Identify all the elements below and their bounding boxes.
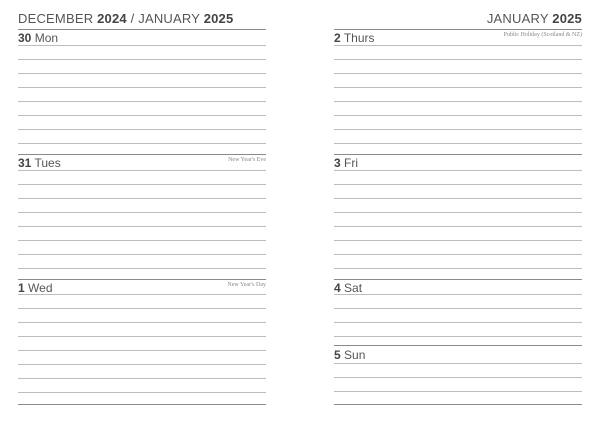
writing-line[interactable]	[334, 184, 582, 185]
writing-line[interactable]	[18, 101, 266, 102]
writing-line[interactable]	[18, 59, 266, 60]
page-bottom-rule	[18, 404, 266, 405]
day-heading-1-wed	[18, 281, 53, 295]
writing-line[interactable]	[18, 322, 266, 323]
writing-line[interactable]	[18, 170, 266, 171]
header-year-2025: 2025	[552, 11, 582, 26]
writing-line[interactable]	[334, 45, 582, 46]
header-month-january: JANUARY	[486, 11, 549, 26]
day-weekday: Wed	[28, 281, 53, 295]
writing-line[interactable]	[18, 198, 266, 199]
writing-line[interactable]	[18, 45, 266, 46]
writing-line[interactable]	[18, 268, 266, 269]
header-month-january: JANUARY	[138, 11, 200, 26]
writing-line[interactable]	[18, 212, 266, 213]
writing-line[interactable]	[18, 115, 266, 116]
left-page-header	[18, 11, 233, 26]
writing-line[interactable]	[18, 350, 266, 351]
day-divider	[18, 29, 266, 30]
left-page	[18, 0, 266, 423]
writing-line[interactable]	[18, 184, 266, 185]
holiday-note: New Year's Eve	[228, 157, 266, 163]
writing-line[interactable]	[334, 391, 582, 392]
day-number: 1	[18, 281, 25, 295]
writing-line[interactable]	[334, 101, 582, 102]
day-number: 4	[334, 281, 341, 295]
day-divider	[334, 345, 582, 346]
header-separator: /	[130, 11, 135, 26]
day-heading-5-sun	[334, 348, 365, 362]
day-divider	[334, 29, 582, 30]
writing-line[interactable]	[18, 129, 266, 130]
day-heading-4-sat	[334, 281, 362, 295]
day-heading-30-mon	[18, 31, 58, 45]
header-year-2024: 2024	[97, 11, 127, 26]
writing-line[interactable]	[334, 170, 582, 171]
header-year-2025: 2025	[203, 11, 234, 26]
day-heading-2-thurs	[334, 31, 375, 45]
writing-line[interactable]	[334, 129, 582, 130]
day-number: 2	[334, 31, 341, 45]
day-weekday: Fri	[344, 156, 359, 170]
writing-line[interactable]	[18, 392, 266, 393]
writing-line[interactable]	[18, 226, 266, 227]
writing-line[interactable]	[334, 254, 582, 255]
writing-line[interactable]	[334, 240, 582, 241]
writing-line[interactable]	[18, 308, 266, 309]
day-divider	[18, 279, 266, 280]
day-number: 31	[18, 156, 32, 170]
day-divider	[334, 279, 582, 280]
writing-line[interactable]	[334, 363, 582, 364]
writing-line[interactable]	[334, 73, 582, 74]
day-number: 3	[334, 156, 341, 170]
writing-line[interactable]	[334, 268, 582, 269]
day-divider	[334, 154, 582, 155]
day-heading-31-tues	[18, 156, 61, 170]
holiday-note: Public Holiday (Scotland & NZ)	[503, 32, 582, 38]
writing-line[interactable]	[334, 294, 582, 295]
day-number: 5	[334, 348, 341, 362]
right-page-header	[487, 11, 582, 26]
writing-line[interactable]	[18, 294, 266, 295]
writing-line[interactable]	[334, 143, 582, 144]
day-weekday: Sat	[344, 281, 363, 295]
page-bottom-rule	[334, 404, 582, 405]
day-heading-3-fri	[334, 156, 358, 170]
day-number: 30	[18, 31, 32, 45]
writing-line[interactable]	[18, 336, 266, 337]
writing-line[interactable]	[334, 336, 582, 337]
writing-line[interactable]	[334, 377, 582, 378]
day-weekday: Thurs	[343, 31, 375, 45]
header-month-december: DECEMBER	[18, 11, 94, 26]
writing-line[interactable]	[18, 254, 266, 255]
holiday-note: New Year's Day	[227, 282, 266, 288]
writing-line[interactable]	[334, 87, 582, 88]
writing-line[interactable]	[334, 308, 582, 309]
writing-line[interactable]	[18, 364, 266, 365]
writing-line[interactable]	[18, 73, 266, 74]
writing-line[interactable]	[334, 226, 582, 227]
writing-line[interactable]	[334, 59, 582, 60]
day-divider	[18, 154, 266, 155]
day-weekday: Mon	[34, 31, 59, 45]
writing-line[interactable]	[18, 87, 266, 88]
day-weekday: Sun	[344, 348, 366, 362]
writing-line[interactable]	[334, 198, 582, 199]
right-page	[334, 0, 582, 423]
writing-line[interactable]	[334, 115, 582, 116]
writing-line[interactable]	[18, 143, 266, 144]
writing-line[interactable]	[18, 240, 266, 241]
day-weekday: Tues	[34, 156, 61, 170]
writing-line[interactable]	[334, 212, 582, 213]
writing-line[interactable]	[334, 322, 582, 323]
writing-line[interactable]	[18, 378, 266, 379]
